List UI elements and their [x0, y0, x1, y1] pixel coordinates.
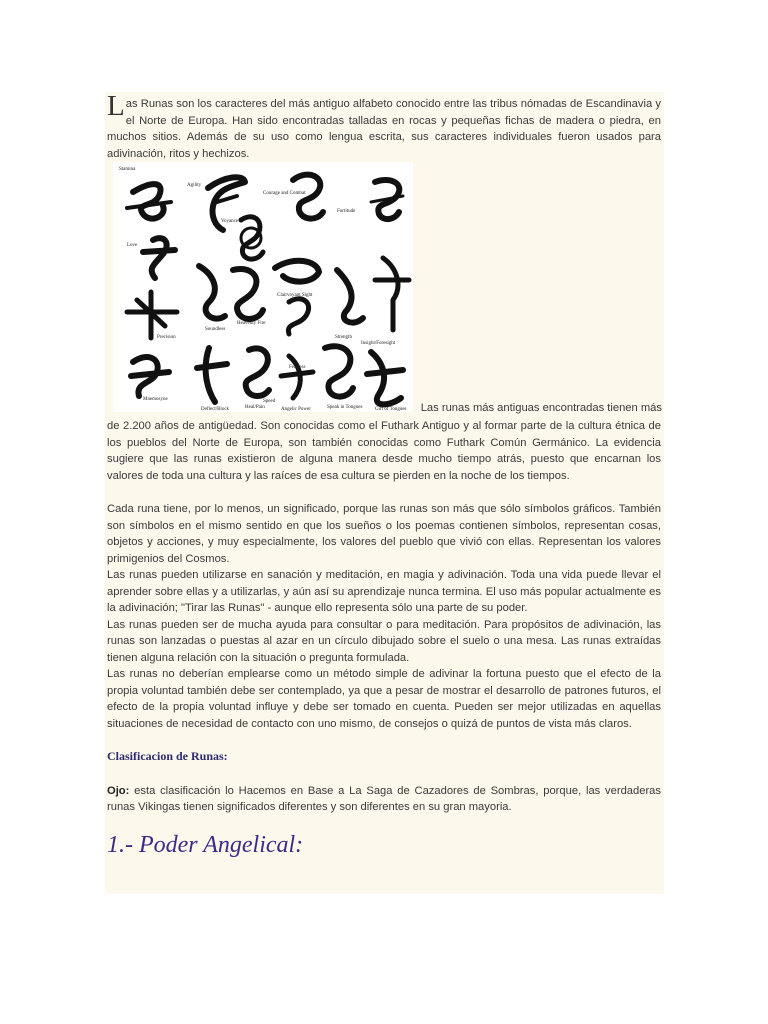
rune-label: Speed: [263, 399, 276, 404]
rune-label: Precision: [157, 335, 176, 340]
ojo-paragraph: [107, 783, 661, 816]
runes-drawing: [113, 162, 413, 412]
rune-label: Mnemosyne: [143, 397, 168, 402]
rune-label: Strength: [335, 335, 352, 340]
rune-label: Love: [127, 243, 138, 248]
paragraph-sanacion: Las runas pueden utilizarse en sanación y meditación, en magia y adivinación. Toda una vida puede llevar el aprender sobre ellas y a utilizarlas, y aún así su aprendizaje nunca termina. El uso más popular actualmente es la adivinación; "Tirar las Runas" - aunque ello representa sólo una parte de su poder.: [107, 569, 661, 614]
rune-label: Agility: [187, 183, 202, 188]
rune-label: Gift of Tongues: [375, 407, 407, 412]
paragraph-ayuda: Las runas pueden ser de mucha ayuda para consultar o para meditación. Para propósitos de adivinación, las runas son lanzadas o puestas al azar en un círculo dibujado sobre el suelo o una mesa. Las runas extraídas tienen alguna relación con la situación o pregunta formulada.: [107, 618, 661, 664]
rune-label: Voyance: [221, 219, 239, 224]
paragraph-significado: Cada runa tiene, por lo menos, un significado, porque las runas son más que sólo símbolos gráficos. También son símbolos en el mismo sentido en que los sueños o los poemas contienen símbolos, representan cosas, objetos y acciones, y muy especialmente, los valores del pueblo que vivió con ellas. Representan los valores primigenios del Cosmos.: [107, 503, 661, 565]
ojo-text: esta clasificación lo Hacemos en Base a La Saga de Cazadores de Sombras, porque, las verdaderas runas Vikingas tienen significados diferentes y son diferentes en su gran mayoria.: [107, 784, 661, 813]
article-content: [107, 90, 662, 860]
heading-poder-angelical: 1.- Poder Angelical:: [107, 831, 304, 858]
ojo-label: Ojo:: [107, 784, 130, 797]
rune-label: Heavenly Fire: [237, 321, 266, 326]
rune-label: Deflect/Block: [201, 407, 230, 412]
paragraph-fortuna: Las runas no deberían emplearse como un método simple de adivinar la fortuna puesto que el efecto de la propia voluntad también debe ser contemplado, ya que a pesar de mostrar el desarrollo de patrones futuros, el efecto de la propia voluntad influye y debe ser tomado en cuenta. Pueden ser mejor utilizadas en aquellas situaciones de necesidad de contacto con uno mismo, de consejos o quizá de puntos de vista más claros.: [107, 668, 661, 730]
heading-clasificacion: Clasificacion de Runas:: [107, 749, 228, 763]
rune-label: Fortitude: [337, 209, 356, 214]
rune-label: Fearless: [289, 365, 306, 370]
rune-label: Clairvoyant Sight: [277, 293, 313, 298]
rune-label: Angelic Power: [281, 407, 311, 412]
rune-label: Heal/Pain: [245, 405, 265, 410]
figure-caption-start: Las runas más antiguas encontradas tienen más: [420, 402, 662, 414]
rune-label: Stamina: [119, 167, 136, 172]
paragraph-antiguedad: de 2.200 años de antigüedad. Son conocidas como el Futhark Antiguo y al formar parte de la cultura étnica de los pueblos del Norte de Europa, son también conocidas como Futhark Común Germánico. La evidencia sugiere que las runas existieron de alguna manera desde mucho tiempo atrás, puesto que encarnan los valores de toda una cultura y las raíces de esa cultura se pierden en la noche de los tiempos.: [107, 420, 661, 482]
rune-label: Insight/Foresight: [361, 341, 396, 346]
runes-image: [113, 162, 413, 412]
intro-text: as Runas son los caracteres del más antiguo alfabeto conocido entre las tribus nómadas de Escandinavia y el Norte de Europa. Han sido encontradas talladas en rocas y pequeñas fichas de madera o piedra, en muchos sitios. Además de su uso como lengua escrita, sus caracteres individuales fueron usados para adivinación, ritos y hechizos.: [107, 98, 661, 160]
rune-label: Speak in Tongues: [327, 405, 363, 410]
rune-label: Soundless: [205, 327, 226, 332]
intro-paragraph: [107, 90, 661, 162]
rune-label: Courage and Combat: [263, 191, 306, 196]
drop-cap: L: [107, 90, 125, 122]
figure-line: [107, 162, 661, 418]
